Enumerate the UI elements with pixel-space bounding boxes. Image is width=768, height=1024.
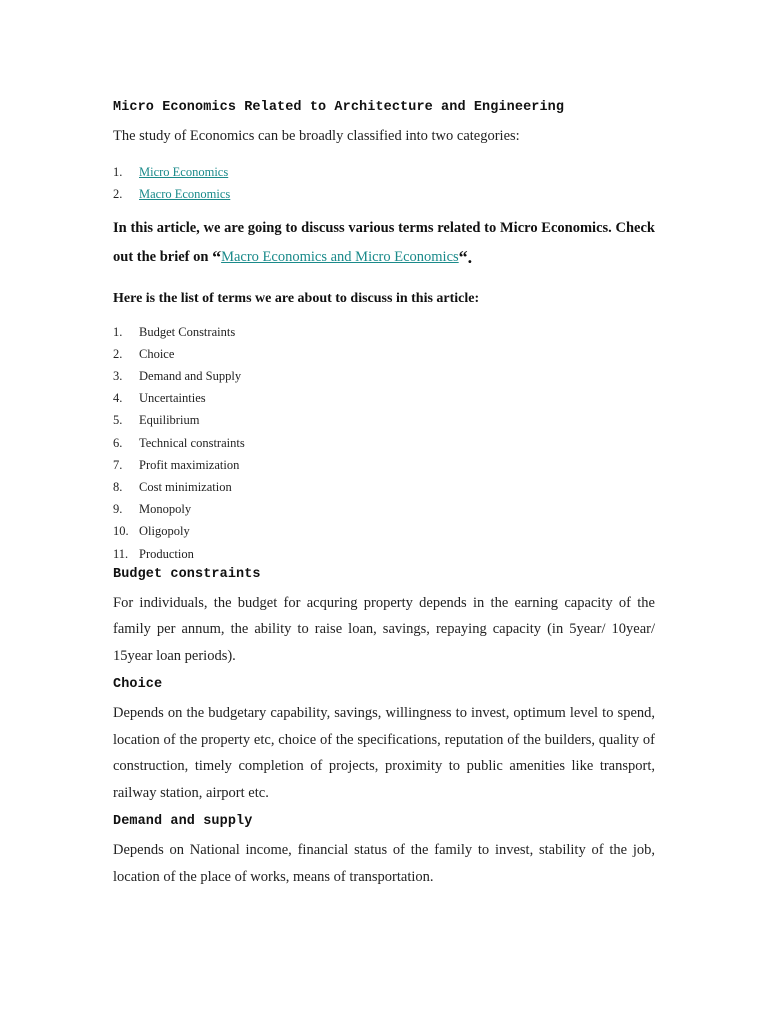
list-item <box>113 409 655 431</box>
list-number: 5. <box>113 413 123 428</box>
page-title: Micro Economics Related to Architecture and Engineering <box>113 100 565 115</box>
macro-micro-economics-link[interactable]: Macro Economics and Micro Economics <box>221 248 459 265</box>
open-quote: “ <box>212 246 222 267</box>
intro-paragraph: The study of Economics can be broadly classified into two categories: <box>113 128 520 144</box>
close-quote: “. <box>458 246 473 267</box>
categories-list <box>113 161 655 205</box>
list-item-label: Profit maximization <box>139 457 240 472</box>
list-number: 4. <box>113 391 123 406</box>
list-item <box>113 520 655 542</box>
list-item <box>113 365 655 387</box>
macro-economics-link[interactable]: Macro Economics <box>139 186 231 201</box>
list-item-label: Uncertainties <box>139 391 206 406</box>
list-item-label: Technical constraints <box>139 435 245 450</box>
list-number: 1. <box>113 324 123 339</box>
article-note-text: In this article, we are going to discuss various terms related to Micro Economics. Check out the brief on <box>113 219 655 265</box>
list-number: 7. <box>113 457 123 472</box>
list-item-label: Budget Constraints <box>139 324 236 339</box>
document-page <box>113 96 655 890</box>
list-item <box>113 343 655 365</box>
list-item <box>113 498 655 520</box>
list-item-label: Monopoly <box>139 502 192 517</box>
list-item <box>113 432 655 454</box>
section-heading-choice: Choice <box>113 677 163 693</box>
list-item-label: Equilibrium <box>139 413 200 428</box>
list-number: 2. <box>113 346 123 361</box>
list-item <box>113 161 655 183</box>
list-item <box>113 321 655 343</box>
list-item-label: Choice <box>139 346 175 361</box>
list-intro: Here is the list of terms we are about to discuss in this article: <box>113 290 480 306</box>
list-item <box>113 183 655 205</box>
list-number: 3. <box>113 368 123 383</box>
list-item <box>113 476 655 498</box>
section-heading-budget-constraints: Budget constraints <box>113 566 261 582</box>
list-number: 10. <box>113 524 129 539</box>
list-number: 8. <box>113 479 123 494</box>
article-note <box>113 215 655 271</box>
list-item-label: Production <box>139 546 194 561</box>
section-heading-demand-and-supply: Demand and supply <box>113 814 253 830</box>
list-item <box>113 543 655 565</box>
terms-list <box>113 321 655 565</box>
list-number: 1. <box>113 164 123 179</box>
list-item-label: Demand and Supply <box>139 368 242 383</box>
section-body-choice: Depends on the budgetary capability, savings, willingness to invest, optimum level to spend, location of the property etc, choice of the specifications, reputation of the builders, quality of construction, timely completion of projects, proximity to public amenities like transport, railway station, airport etc. <box>113 705 655 801</box>
list-number: 6. <box>113 435 123 450</box>
list-number: 11. <box>113 546 129 561</box>
micro-economics-link[interactable]: Micro Economics <box>139 164 229 179</box>
list-item-label: Cost minimization <box>139 479 232 494</box>
list-item-label: Oligopoly <box>139 524 190 539</box>
list-number: 9. <box>113 502 123 517</box>
list-number: 2. <box>113 186 123 201</box>
section-body-demand-and-supply: Depends on National income, financial status of the family to invest, stability of the job, location of the place of works, means of transportation. <box>113 842 655 885</box>
list-item <box>113 454 655 476</box>
list-item <box>113 387 655 409</box>
section-body-budget-constraints: For individuals, the budget for acquring property depends in the earning capacity of the family per annum, the ability to raise loan, savings, repaying capacity (in 5year/ 10year/ 15year loan periods). <box>113 594 655 664</box>
